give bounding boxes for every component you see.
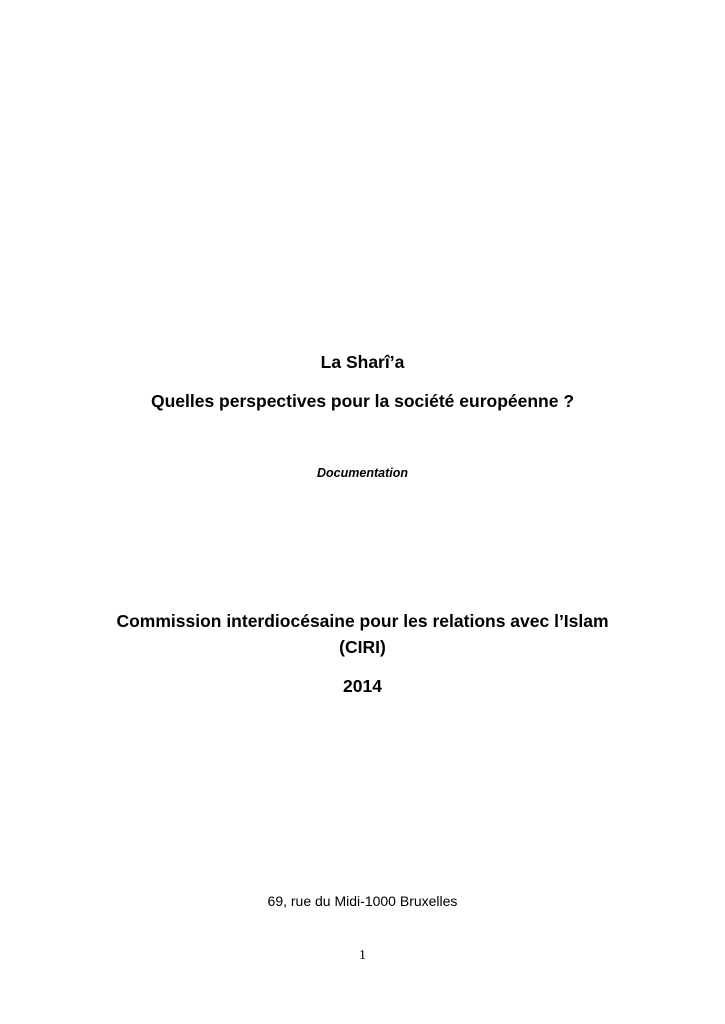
document-type-label: Documentation <box>317 466 408 480</box>
organization-acronym: (CIRI) <box>339 637 386 657</box>
page-number: 1 <box>359 948 366 963</box>
document-year: 2014 <box>343 676 382 696</box>
document-title: La Sharî’a <box>320 352 405 372</box>
organization-name: Commission interdiocésaine pour les relations avec l’Islam <box>116 611 609 631</box>
organization-address: 69, rue du Midi-1000 Bruxelles <box>267 893 458 909</box>
document-subtitle: Quelles perspectives pour la société européenne ? <box>150 391 575 411</box>
